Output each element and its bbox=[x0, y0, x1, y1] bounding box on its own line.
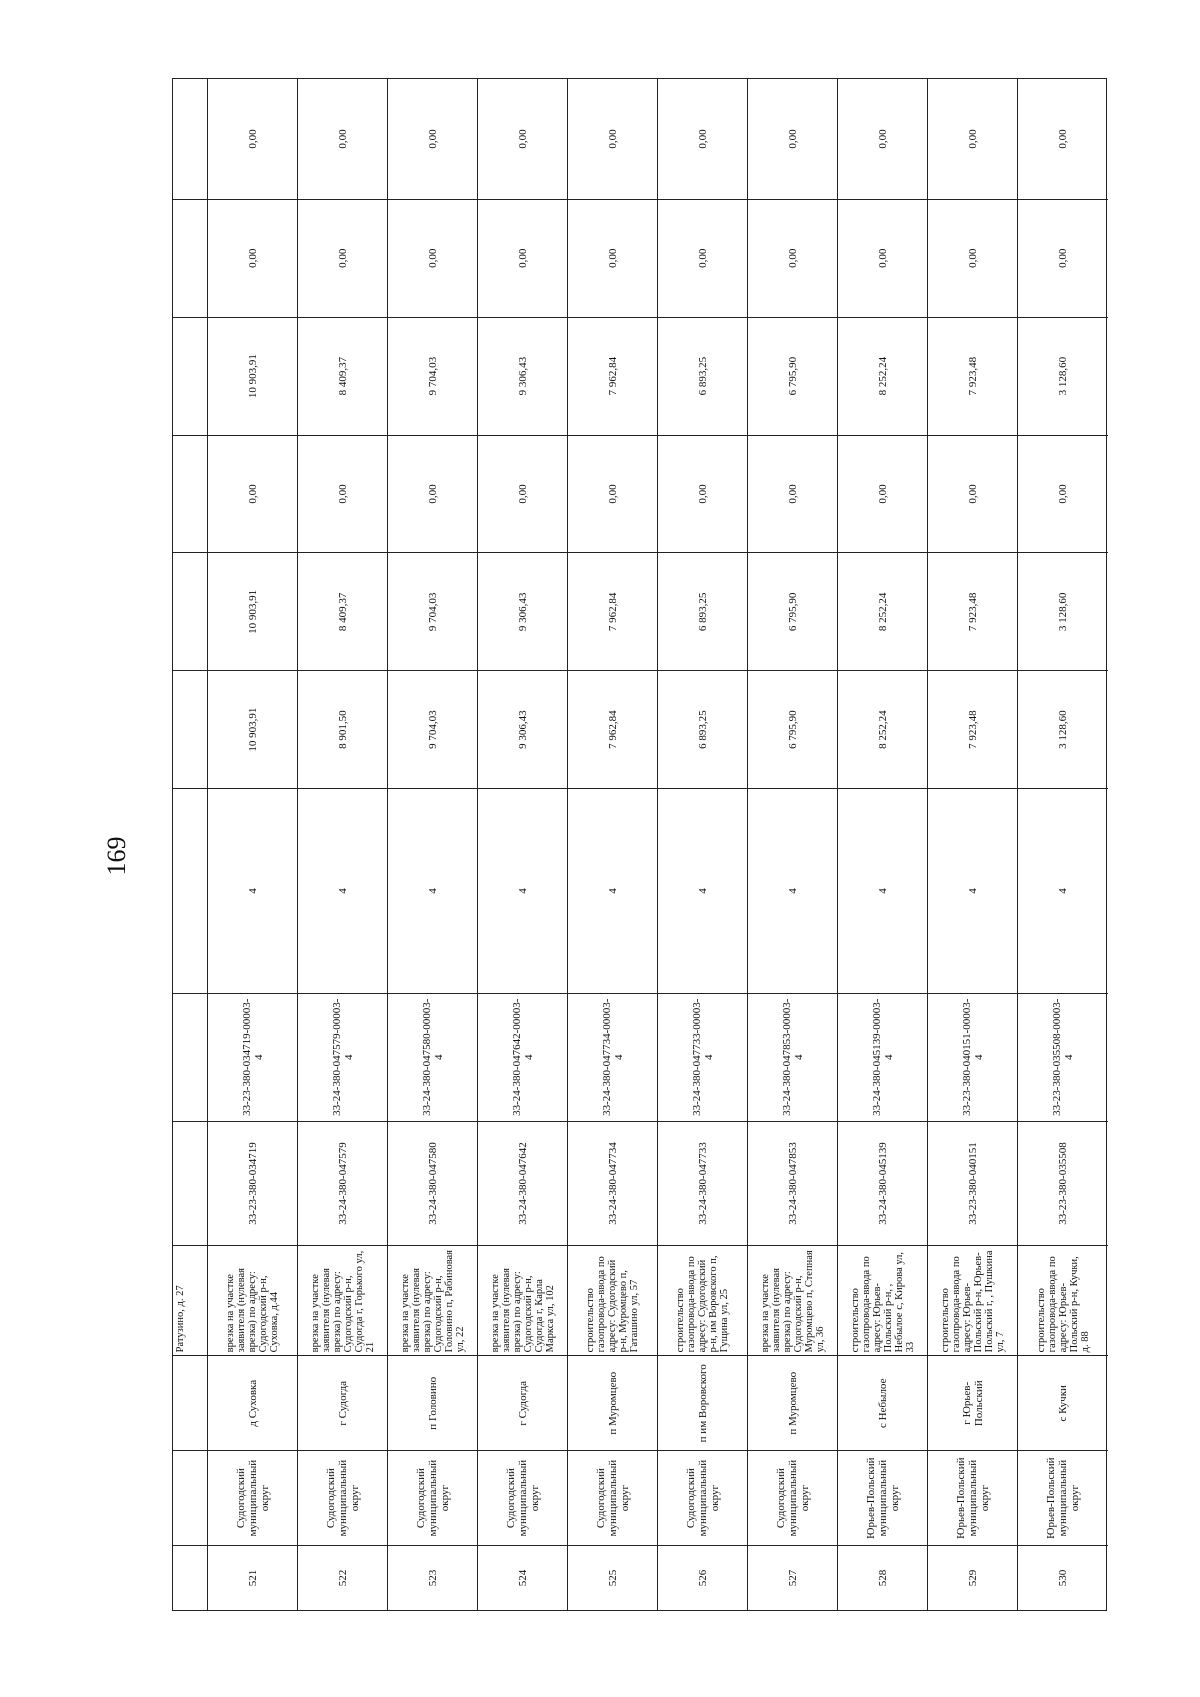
value-cell-4: 8 252,24 bbox=[838, 317, 927, 435]
object-description: врезка на участке заявителя (нулевая врезка) по адресу: Судогодский р-н, Муромцево п, Степная ул, 36 bbox=[748, 1245, 837, 1355]
value-cell-4: 10 903,91 bbox=[208, 317, 297, 435]
value-cell-3: 0,00 bbox=[298, 435, 387, 553]
header-cell bbox=[173, 670, 207, 788]
object-code: 33-24-380-047853-00003-4 bbox=[748, 993, 837, 1121]
table-row bbox=[208, 79, 298, 1610]
category-value: 4 bbox=[658, 788, 747, 993]
value-cell-5: 0,00 bbox=[748, 199, 837, 317]
value-cell-1: 8 252,24 bbox=[838, 670, 927, 788]
value-cell-6: 0,00 bbox=[876, 129, 889, 149]
district-name: Судогодский муниципальный округ bbox=[298, 1450, 387, 1545]
locality-name: п им Воровского bbox=[658, 1355, 747, 1450]
value-cell-6: 0,00 bbox=[786, 129, 799, 149]
table-row bbox=[1018, 79, 1108, 1610]
header-address-tail: Ратузино, д. 27 bbox=[173, 1245, 207, 1355]
district-name: Юрьев-Польский муниципальный округ bbox=[1018, 1450, 1108, 1545]
category-value: 4 bbox=[388, 788, 477, 993]
category-value: 4 bbox=[478, 788, 567, 993]
object-description: врезка на участке заявителя (нулевая врезка) по адресу: Судогодский р-н, Суховка, д.44 bbox=[208, 1245, 297, 1355]
value-cell-4: 7 962,84 bbox=[568, 317, 657, 435]
header-cell bbox=[173, 1450, 207, 1545]
district-name: Юрьев-Польский муниципальный округ bbox=[838, 1450, 927, 1545]
locality-name: г Юрьев-Польский bbox=[928, 1355, 1017, 1450]
locality-name: г Судогда bbox=[298, 1355, 387, 1450]
table-row bbox=[478, 79, 568, 1610]
value-cell-3: 0,00 bbox=[208, 435, 297, 553]
object-description: врезка на участке заявителя (нулевая врезка) по адресу: Судогодский р-н, Судогда г, Горького ул, 21 bbox=[298, 1245, 387, 1355]
object-id: 33-24-380-047734 bbox=[568, 1121, 657, 1246]
category-value: 4 bbox=[208, 788, 297, 993]
district-name: Судогодский муниципальный округ bbox=[568, 1450, 657, 1545]
value-cell-1: 6 795,90 bbox=[748, 670, 837, 788]
header-cell bbox=[173, 788, 207, 993]
row-number: 525 bbox=[568, 1545, 657, 1610]
object-code: 33-23-380-034719-00003-4 bbox=[208, 993, 297, 1121]
table-header-row bbox=[173, 79, 208, 1610]
row-number: 524 bbox=[478, 1545, 567, 1610]
table-row bbox=[928, 79, 1018, 1610]
object-description: строительство газопровода-ввода по адресу: Судогодский р-н, им Воровского п, Гущина ул, 25 bbox=[658, 1245, 747, 1355]
locality-name: с Небылое bbox=[838, 1355, 927, 1450]
value-cell-1: 9 704,03 bbox=[388, 670, 477, 788]
value-cell-2: 6 795,90 bbox=[748, 552, 837, 670]
value-cell-2: 9 704,03 bbox=[388, 552, 477, 670]
value-cell-5: 0,00 bbox=[568, 199, 657, 317]
value-cell-1: 8 901,50 bbox=[298, 670, 387, 788]
row-number: 526 bbox=[658, 1545, 747, 1610]
value-cell-5: 0,00 bbox=[388, 199, 477, 317]
page-number: 169 bbox=[102, 836, 131, 876]
object-code: 33-24-380-047734-00003-4 bbox=[568, 993, 657, 1121]
value-cell-6: 0,00 bbox=[246, 129, 259, 149]
category-value: 4 bbox=[568, 788, 657, 993]
value-cell-6: 0,00 bbox=[966, 129, 979, 149]
row-number: 522 bbox=[298, 1545, 387, 1610]
value-cell-2: 10 903,91 bbox=[208, 552, 297, 670]
object-id: 33-24-380-047733 bbox=[658, 1121, 747, 1246]
row-number: 523 bbox=[388, 1545, 477, 1610]
object-id: 33-24-380-047580 bbox=[388, 1121, 477, 1246]
table-row bbox=[658, 79, 748, 1610]
category-value: 4 bbox=[928, 788, 1017, 993]
district-name: Судогодский муниципальный округ bbox=[478, 1450, 567, 1545]
category-value: 4 bbox=[748, 788, 837, 993]
value-cell-2: 6 893,25 bbox=[658, 552, 747, 670]
value-cell-6: 0,00 bbox=[336, 129, 349, 149]
locality-name: п Муромцево bbox=[748, 1355, 837, 1450]
value-cell-6: 0,00 bbox=[696, 129, 709, 149]
table-row bbox=[748, 79, 838, 1610]
district-name: Судогодский муниципальный округ bbox=[748, 1450, 837, 1545]
value-cell-3: 0,00 bbox=[388, 435, 477, 553]
object-code: 33-24-380-047579-00003-4 bbox=[298, 993, 387, 1121]
header-cell bbox=[173, 552, 207, 670]
object-id: 33-24-380-047853 bbox=[748, 1121, 837, 1246]
object-id: 33-23-380-040151 bbox=[928, 1121, 1017, 1246]
value-cell-3: 0,00 bbox=[928, 435, 1017, 553]
value-cell-1: 7 962,84 bbox=[568, 670, 657, 788]
district-name: Судогодский муниципальный округ bbox=[388, 1450, 477, 1545]
value-cell-1: 9 306,43 bbox=[478, 670, 567, 788]
object-id: 33-23-380-034719 bbox=[208, 1121, 297, 1246]
value-cell-1: 7 923,48 bbox=[928, 670, 1017, 788]
object-id: 33-24-380-047642 bbox=[478, 1121, 567, 1246]
category-value: 4 bbox=[1018, 788, 1108, 993]
value-cell-6: 0,00 bbox=[426, 129, 439, 149]
object-id: 33-24-380-047579 bbox=[298, 1121, 387, 1246]
table-row bbox=[838, 79, 928, 1610]
value-cell-3: 0,00 bbox=[1018, 435, 1108, 553]
object-description: врезка на участке заявителя (нулевая врезка) по адресу: Судогодский р-н, Судогда г, Карла Маркса ул, 102 bbox=[478, 1245, 567, 1355]
header-cell bbox=[173, 1355, 207, 1450]
header-cell bbox=[173, 1121, 207, 1246]
value-cell-4: 6 893,25 bbox=[658, 317, 747, 435]
object-description: строительство газопровода-ввода по адресу: Юрьев-Польский р-н, Юрьев-Польский г, , Пушкина ул, 7 bbox=[928, 1245, 1017, 1355]
object-description: врезка на участке заявителя (нулевая врезка) по адресу: Судогодский р-н, Головино п, Рабиновая ул, 22 bbox=[388, 1245, 477, 1355]
value-cell-6: 0,00 bbox=[606, 129, 619, 149]
category-value: 4 bbox=[298, 788, 387, 993]
document-sheet bbox=[172, 78, 1107, 1611]
object-description: строительство газопровода-ввода по адресу: Юрьев-Польский р-н, Кучки, д. 88 bbox=[1018, 1245, 1108, 1355]
value-cell-5: 0,00 bbox=[208, 199, 297, 317]
value-cell-3: 0,00 bbox=[748, 435, 837, 553]
object-code: 33-24-380-047580-00003-4 bbox=[388, 993, 477, 1121]
value-cell-3: 0,00 bbox=[658, 435, 747, 553]
value-cell-4: 7 923,48 bbox=[928, 317, 1017, 435]
district-name: Судогодский муниципальный округ bbox=[208, 1450, 297, 1545]
value-cell-3: 0,00 bbox=[568, 435, 657, 553]
value-cell-2: 7 962,84 bbox=[568, 552, 657, 670]
value-cell-5: 0,00 bbox=[838, 199, 927, 317]
object-code: 33-24-380-047733-00003-4 bbox=[658, 993, 747, 1121]
object-code: 33-24-380-047642-00003-4 bbox=[478, 993, 567, 1121]
value-cell-6: 0,00 bbox=[1057, 129, 1069, 149]
object-description: строительство газопровода-ввода по адресу: Юрьев-Польский р-н, , Небылое с, Кирова ул, 33 bbox=[838, 1245, 927, 1355]
district-name: Судогодский муниципальный округ bbox=[658, 1450, 747, 1545]
header-cell bbox=[173, 317, 207, 435]
object-id: 33-24-380-045139 bbox=[838, 1121, 927, 1246]
table-row bbox=[298, 79, 388, 1610]
value-cell-4: 9 704,03 bbox=[388, 317, 477, 435]
value-cell-4: 8 409,37 bbox=[298, 317, 387, 435]
value-cell-3: 0,00 bbox=[838, 435, 927, 553]
row-number: 521 bbox=[208, 1545, 297, 1610]
value-cell-4: 6 795,90 bbox=[748, 317, 837, 435]
data-table bbox=[172, 78, 1107, 1611]
value-cell-5: 0,00 bbox=[658, 199, 747, 317]
header-cell bbox=[173, 1545, 207, 1610]
value-cell-5: 0,00 bbox=[478, 199, 567, 317]
header-cell bbox=[173, 435, 207, 553]
value-cell-2: 8 252,24 bbox=[838, 552, 927, 670]
value-cell-4: 3 128,60 bbox=[1018, 317, 1108, 435]
object-id: 33-23-380-035508 bbox=[1018, 1121, 1108, 1246]
value-cell-5: 0,00 bbox=[298, 199, 387, 317]
value-cell-1: 6 893,25 bbox=[658, 670, 747, 788]
value-cell-1: 3 128,60 bbox=[1018, 670, 1108, 788]
value-cell-5: 0,00 bbox=[928, 199, 1017, 317]
row-number: 529 bbox=[928, 1545, 1017, 1610]
locality-name: п Муромцево bbox=[568, 1355, 657, 1450]
object-code: 33-23-380-040151-00003-4 bbox=[928, 993, 1017, 1121]
object-description: строительство газопровода-ввода по адресу: Судогодский р-н, Муромцево п, Гаташино ул, 57 bbox=[568, 1245, 657, 1355]
row-number: 530 bbox=[1018, 1545, 1108, 1610]
value-cell-3: 0,00 bbox=[478, 435, 567, 553]
locality-name: п Головино bbox=[388, 1355, 477, 1450]
locality-name: д Суховка bbox=[208, 1355, 297, 1450]
value-cell-1: 10 903,91 bbox=[208, 670, 297, 788]
row-number: 528 bbox=[838, 1545, 927, 1610]
object-code: 33-24-380-045139-00003-4 bbox=[838, 993, 927, 1121]
district-name: Юрьев-Польский муниципальный округ bbox=[928, 1450, 1017, 1545]
header-cell bbox=[173, 79, 207, 199]
value-cell-2: 8 409,37 bbox=[298, 552, 387, 670]
header-cell bbox=[173, 199, 207, 317]
value-cell-2: 7 923,48 bbox=[928, 552, 1017, 670]
table-row bbox=[388, 79, 478, 1610]
table-row bbox=[568, 79, 658, 1610]
locality-name: с Кучки bbox=[1018, 1355, 1108, 1450]
value-cell-5: 0,00 bbox=[1018, 199, 1108, 317]
header-cell bbox=[173, 993, 207, 1121]
value-cell-2: 3 128,60 bbox=[1018, 552, 1108, 670]
locality-name: г Судогда bbox=[478, 1355, 567, 1450]
object-code: 33-23-380-035508-00003-4 bbox=[1018, 993, 1108, 1121]
value-cell-4: 9 306,43 bbox=[478, 317, 567, 435]
row-number: 527 bbox=[748, 1545, 837, 1610]
value-cell-6: 0,00 bbox=[516, 129, 529, 149]
category-value: 4 bbox=[838, 788, 927, 993]
value-cell-2: 9 306,43 bbox=[478, 552, 567, 670]
